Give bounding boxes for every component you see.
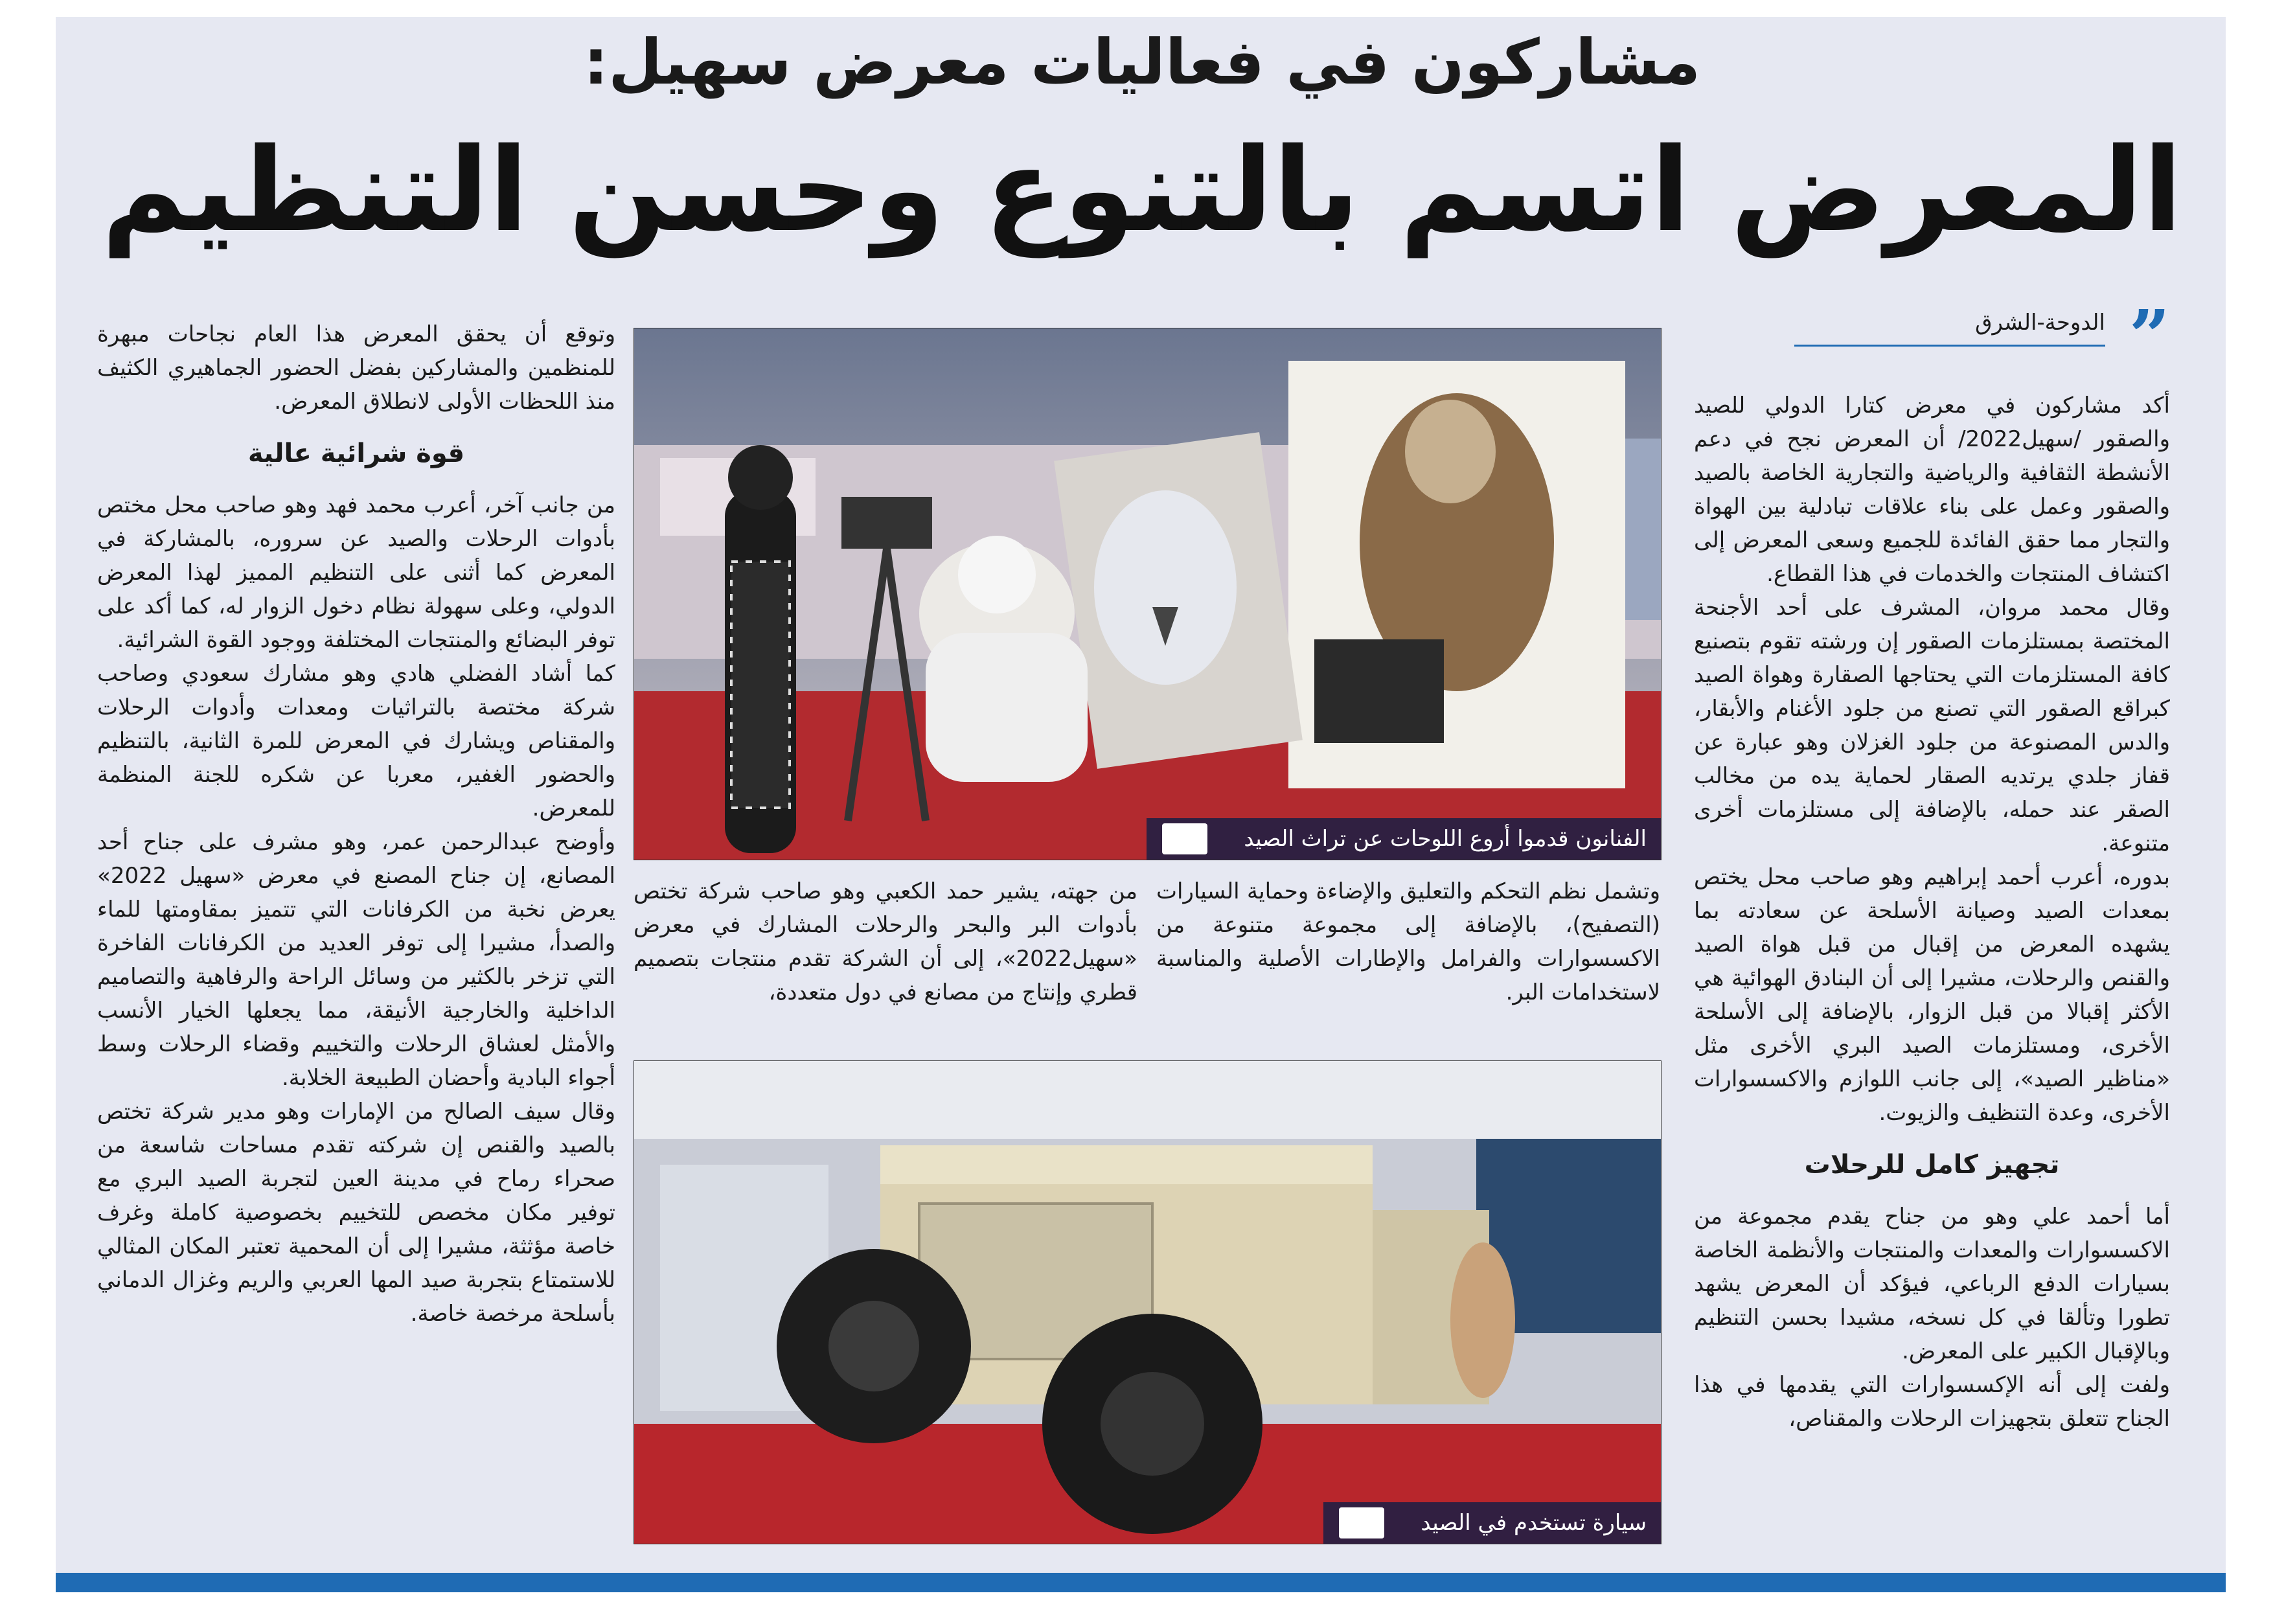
paragraph: بدوره، أعرب أحمد إبراهيم وهو صاحب محل يختص بمعدات الصيد وصيانة الأسلحة عن سعادته بما يشهده المعرض من إقبال من قبل هواة الصيد والقنص والرحلات، مشيرا إلى أن البنادق الهوائية هي الأكثر إقبالا من قبل الزوار، بالإضافة إلى الأسلحة الأخرى، ومستلزمات الصيد البري الأخرى مثل «مناظير الصيد»، إلى جانب اللوازم والاكسسوارات الأخرى، وعدة التنظيف والزيوت. <box>1694 864 2170 1126</box>
quote-icon: ” <box>2129 294 2170 378</box>
paragraph: أما أحمد علي وهو من جناح يقدم مجموعة من الاكسسوارات والمعدات والمنتجات والأنظمة الخاصة بسيارات الدفع الرباعي، فيؤكد أن المعرض يشهد تطورا وتألقا في كل نسخه، مشيدا بحسن التنظيم وبالإقبال الكبير على المعرض. <box>1694 1204 2170 1364</box>
photo-vehicle-illustration <box>634 1061 1661 1544</box>
byline <box>1794 294 2170 378</box>
paragraph: وقال سيف الصالح من الإمارات وهو مدير شركة تختص بالصيد والقنص إن شركته تقدم مساحات شاسعة من صحراء رماح في مدينة العين لتجربة الصيد البري مع توفير مكان مخصص للتخييم بخصوصية كاملة وغرف خاصة مؤثثة، مشيرا إلى أن المحمية تعتبر المكان المثالي للاستمتاع بتجربة صيد المها العربي والريم وغزال الدماني بأسلحة مرخصة خاصة. <box>97 1099 615 1327</box>
photo-artists-illustration <box>634 328 1661 860</box>
photo-vehicle <box>634 1060 1662 1544</box>
paragraph: وقال محمد مروان، المشرف على أحد الأجنحة المختصة بمستلزمات الصقور إن ورشته تقوم بتصنيع كافة المستلزمات التي يحتاجها الصقارة وهواة الصيد كبراقع الصقور التي تصنع من جلود الأغنام والأبقار، والدس المصنوعة من جلود الغزلان وهو عبارة عن قفاز جلدي يرتديه الصقار لحماية يده من مخالب الصقر عند حمله، بالإضافة إلى مستلزمات أخرى متنوعة. <box>1694 595 2170 856</box>
paragraph: أكد مشاركون في معرض كتارا الدولي للصيد والصقور /سهيل2022/ أن المعرض نجح في دعم الأنشطة الثقافية والرياضية والتجارية الخاصة بالصيد والصقور وعمل على بناء علاقات تبادلية بين الهواة والتجار مما حقق الفائدة للجميع وسعى المعرض إلى اكتشاف المنتجات والخدمات في هذا القطاع. <box>1694 393 2170 587</box>
byline-text: الدوحة-الشرق <box>1975 310 2105 336</box>
column-right <box>1694 389 2170 1435</box>
kicker-title: مشاركون في فعاليات معرض سهيل: <box>583 26 1701 98</box>
photo-artists <box>634 328 1662 860</box>
newspaper-logo-icon <box>1339 1507 1384 1538</box>
paragraph: وتشمل نظم التحكم والتعليق والإضاءة وحماية السيارات (التصفيح)، بالإضافة إلى مجموعة متنوعة من الاكسسوارات والفرامل والإطارات الأصلية والمناسبة لاستخدامات البر. <box>1156 878 1660 1005</box>
newspaper-logo-icon <box>1162 823 1207 854</box>
paragraph: وتوقع أن يحقق المعرض هذا العام نجاحات مبهرة للمنظمين والمشاركين بفضل الحضور الجماهيري الكثيف منذ اللحظات الأولى لانطلاق المعرض. <box>97 321 615 415</box>
paragraph: من جهته، يشير حمد الكعبي وهو صاحب شركة تختص بأدوات البر والبحر والرحلات المشارك في معرض «سهيل2022»، إلى أن الشركة تقدم منتجات بتصميم قطري وإنتاج من مصانع في دول متعددة، <box>634 878 1137 1005</box>
headline: المعرض اتسم بالتنوع وحسن التنظيم <box>101 123 2183 257</box>
section-heading: قوة شرائية عالية <box>247 439 465 468</box>
photo-caption <box>1323 1502 1661 1544</box>
section-heading: تجهيز كامل للرحلات <box>1804 1150 2060 1180</box>
paragraph: كما أشاد الفضلي هادي وهو مشارك سعودي وصاحب شركة مختصة بالتراثيات ومعدات وأدوات الرحلات والمقناص ويشارك في المعرض للمرة الثانية، بالتنظيم والحضور الغفير، معربا عن شكره للجنة المنظمة للمعرض. <box>97 661 615 821</box>
photo-caption <box>1147 818 1661 860</box>
column-mid-left <box>634 875 1137 1009</box>
bottom-accent-bar <box>56 1573 2226 1592</box>
paragraph: ولفت إلى أنه الإكسسوارات التي يقدمها في هذا الجناح تتعلق بتجهيزات الرحلات والمقناص، <box>1694 1372 2170 1432</box>
paragraph: وأوضح عبدالرحمن عمر، وهو مشرف على جناح أحد المصانع، إن جناح المصنع في معرض «سهيل 2022» يعرض نخبة من الكرفانات التي تتميز بمقاومتها للماء والصدأ، مشيرا إلى توفر العديد من الكرفانات الفاخرة التي تزخر بالكثير من وسائل الراحة والرفاهية والتصاميم الداخلية والخارجية الأنيقة، مما يجعلها الخيار الأنسب والأمثل لعشاق الرحلات والتخييم وقضاء الرحلات وسط أجواء البادية وأحضان الطبيعة الخلابة. <box>97 829 615 1091</box>
caption-text: سيارة تستخدم في الصيد <box>1421 1510 1647 1536</box>
byline-rule <box>1794 345 2105 347</box>
column-mid-right <box>1156 875 1660 1009</box>
column-left <box>97 317 615 1331</box>
caption-text: الفنانون قدموا أروع اللوحات عن تراث الصيد <box>1244 826 1647 852</box>
paragraph: من جانب آخر، أعرب محمد فهد وهو صاحب محل مختص بأدوات الرحلات والصيد عن سروره، بالمشاركة في المعرض كما أثنى على التنظيم المميز لهذا المعرض الدولي، وعلى سهولة نظام دخول الزوار له، كما أكد على توفر البضائع والمنتجات المختلفة ووجود القوة الشرائية. <box>97 492 615 653</box>
